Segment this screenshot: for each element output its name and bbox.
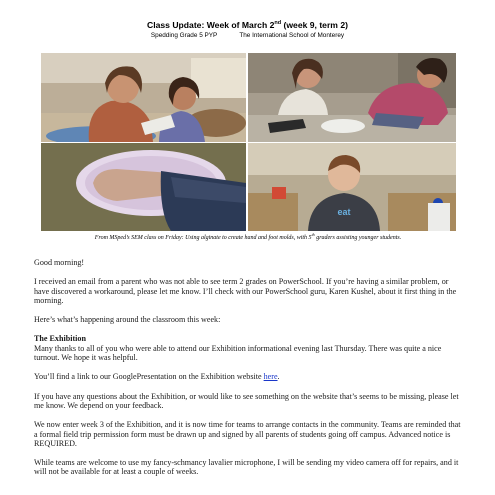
paragraph-week-three: We now enter week 3 of the Exhibition, and it is now time for teams to arrange contacts in the community. Teams are reminded that a formal field trip permission form must be drawn up and signed by all parents of students going off campus. Advanced notice is REQUIRED.: [34, 420, 461, 448]
photo-girls-making-hand-molds: [41, 53, 246, 142]
school-name: The International School of Monterey: [239, 32, 345, 39]
paragraph-questions: If you have any questions about the Exhibition, or would like to see something on the website that’s seems to be missing, please let me know. We depend on your feedback.: [34, 391, 459, 410]
exhibition-website-link[interactable]: here: [263, 372, 278, 382]
letter-body: [34, 258, 464, 487]
page-title: Class Update: Week of March 2nd (week 9, term 2): [147, 20, 348, 30]
photo-foot-in-alginate: [41, 143, 246, 231]
paragraph-intro: Here’s what’s happening around the classroom this week:: [34, 315, 221, 325]
boy-shirt-text: eat: [337, 207, 351, 217]
section-heading-exhibition: The Exhibition: [34, 334, 86, 344]
paragraph-powerschool: I received an email from a parent who was not able to see term 2 grades on PowerSchool. If you’re having a similar problem, or have discovered a workaround, please let me know. I’ll check with our PowerSchool guru, Karen Kushel, about it first thing in the morning.: [34, 277, 457, 305]
photo-boy-seated: [248, 143, 456, 231]
page-subtitle: [0, 32, 495, 39]
paragraph-presentation-link: You’ll find a link to our GooglePresentation on the Exhibition website here.: [34, 372, 280, 382]
paragraph-thanks: Many thanks to all of you who were able to attend our Exhibition informational evening last Thursday. There was quite a nice turnout. We hope it was helpful.: [34, 343, 442, 363]
photo-girls-making-foot-molds: [248, 53, 456, 142]
paragraph-microphone: While teams are welcome to use my fancy-schmancy lavalier microphone, I will be sending my video camera off for repairs, and it will not be available for at least a couple of weeks.: [34, 458, 459, 477]
greeting: Good morning!: [34, 258, 85, 267]
teacher-name: Spedding Grade 5 PYP: [150, 32, 218, 39]
photo-caption: From MSped’s SEM class on Friday: Using alginate to create hand and foot molds, with 5th graders assisting younger students.: [94, 232, 402, 241]
